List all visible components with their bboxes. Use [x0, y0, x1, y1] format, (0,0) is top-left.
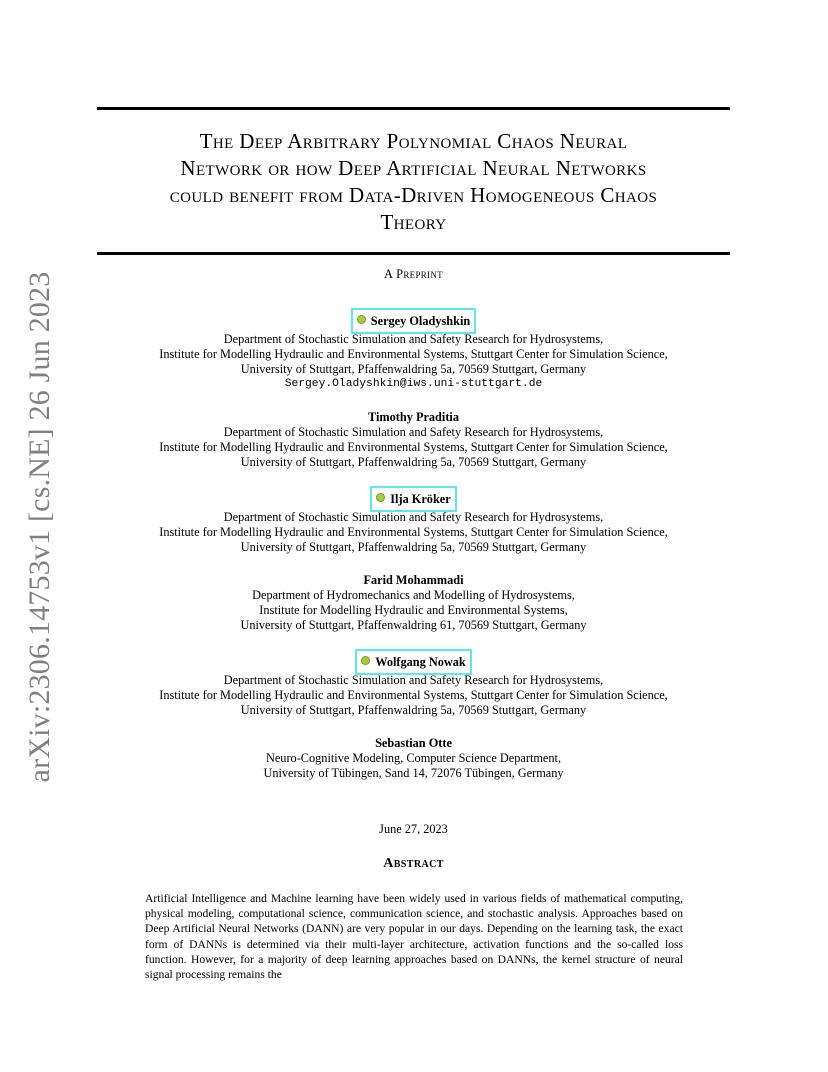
- orcid-icon: [376, 493, 385, 502]
- paper-title: [97, 128, 730, 236]
- affiliation-line: Institute for Modelling Hydraulic and Environmental Systems, Stuttgart Center for Simulation Science,: [159, 525, 668, 539]
- affiliation-line: Institute for Modelling Hydraulic and Environmental Systems, Stuttgart Center for Simulation Science,: [159, 688, 668, 702]
- author-block: [97, 573, 730, 633]
- abstract-text: Artificial Intelligence and Machine learning have been widely used in various fields of mathematical computing, physical modeling, computational science, communication science, and stochastic analysis. Approaches based on Deep Artificial Neural Networks (DANN) are very popular in our days. Depending on the learning task, the exact form of DANNs is determined via their multi-layer architecture, activation functions and the so-called loss function. However, for a majority of deep learning approaches based on DANNs, the kernel structure of neural signal processing remains the: [145, 892, 683, 982]
- affiliation-line: University of Tübingen, Sand 14, 72076 Tübingen, Germany: [263, 766, 564, 780]
- author-name: Sebastian Otte: [375, 736, 452, 750]
- author-name-link[interactable]: [357, 651, 470, 673]
- arxiv-id-text: arXiv:2306.14753v1 [cs.NE] 26 Jun 2023: [23, 271, 56, 783]
- author-block: [97, 488, 730, 555]
- affiliation-line: University of Stuttgart, Pfaffenwaldring 5a, 70569 Stuttgart, Germany: [240, 703, 587, 717]
- author-list: [97, 310, 730, 799]
- author-name: Ilja Kröker: [390, 492, 451, 506]
- author-name: Sergey Oladyshkin: [370, 314, 471, 328]
- affiliation-line: Department of Stochastic Simulation and Safety Research for Hydrosystems,: [223, 425, 604, 439]
- title-bottom-rule: [97, 252, 730, 255]
- affiliation-line: Institute for Modelling Hydraulic and Environmental Systems,: [259, 603, 568, 617]
- affiliation-line: Institute for Modelling Hydraulic and Environmental Systems, Stuttgart Center for Simulation Science,: [159, 440, 668, 454]
- author-name: Timothy Praditia: [368, 410, 459, 424]
- author-email[interactable]: Sergey.Oladyshkin@iws.uni-stuttgart.de: [284, 378, 543, 390]
- author-name: Wolfgang Nowak: [375, 655, 466, 669]
- author-block: [97, 310, 730, 392]
- affiliation-line: Department of Stochastic Simulation and Safety Research for Hydrosystems,: [223, 510, 604, 524]
- affiliation-line: Institute for Modelling Hydraulic and Environmental Systems, Stuttgart Center for Simulation Science,: [159, 347, 668, 361]
- affiliation-line: Department of Stochastic Simulation and Safety Research for Hydrosystems,: [223, 332, 604, 346]
- affiliation-line: Department of Stochastic Simulation and Safety Research for Hydrosystems,: [223, 673, 604, 687]
- preprint-label: A Preprint: [384, 267, 443, 281]
- arxiv-sidebar-stamp: [20, 271, 60, 783]
- affiliation-line: University of Stuttgart, Pfaffenwaldring 61, 70569 Stuttgart, Germany: [240, 618, 587, 632]
- author-block: [97, 736, 730, 781]
- author-name-link[interactable]: [353, 310, 474, 332]
- affiliation-line: Neuro-Cognitive Modeling, Computer Science Department,: [265, 751, 562, 765]
- affiliation-line: Department of Hydromechanics and Modelling of Hydrosystems,: [252, 588, 575, 602]
- title-line: The Deep Arbitrary Polynomial Chaos Neural: [199, 129, 628, 153]
- orcid-icon: [357, 315, 366, 324]
- abstract-heading: Abstract: [383, 856, 444, 871]
- author-name-link[interactable]: [372, 488, 454, 510]
- title-line: Theory: [380, 210, 447, 234]
- affiliation-line: University of Stuttgart, Pfaffenwaldring 5a, 70569 Stuttgart, Germany: [240, 540, 587, 554]
- title-line: could benefit from Data-Driven Homogeneous Chaos: [169, 183, 658, 207]
- orcid-icon: [361, 656, 370, 665]
- affiliation-line: University of Stuttgart, Pfaffenwaldring 5a, 70569 Stuttgart, Germany: [240, 362, 587, 376]
- title-top-rule: [97, 107, 730, 110]
- paper-date: June 27, 2023: [379, 822, 448, 836]
- author-block: [97, 651, 730, 718]
- author-block: [97, 410, 730, 470]
- title-line: Network or how Deep Artificial Neural Networks: [180, 156, 647, 180]
- author-name: Farid Mohammadi: [363, 573, 464, 587]
- affiliation-line: University of Stuttgart, Pfaffenwaldring 5a, 70569 Stuttgart, Germany: [240, 455, 587, 469]
